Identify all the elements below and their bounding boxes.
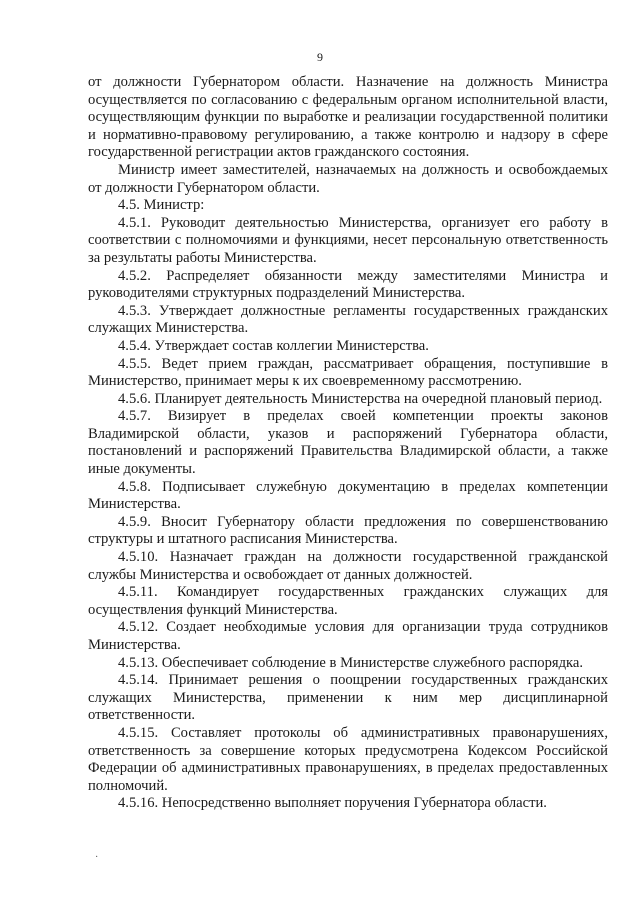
paragraph: 4.5. Министр: — [118, 197, 205, 214]
paragraph: 4.5.13. Обеспечивает соблюдение в Министерстве служебного распорядка. — [118, 654, 584, 671]
paragraph: от должности Губернатором области. Назначение на должность Министра осуществляется по согласованию с федеральным органом исполнительной власти, осуществляющим функции по выработке и реализации государственной политики и нормативно-правовому регулированию, а также контролю и надзору в сфере государственной регистрации актов гражданского состояния. — [88, 74, 608, 161]
paragraph: 4.5.3. Утверждает должностные регламенты государственных гражданских служащих Министерства. — [88, 302, 608, 337]
scan-speck: · — [95, 852, 99, 863]
page-number: 9 — [317, 50, 323, 64]
paragraph: 4.5.2. Распределяет обязанности между заместителями Министра и руководителями структурных подразделений Министерства. — [88, 267, 608, 302]
paragraph: 4.5.1. Руководит деятельностью Министерства, организует его работу в соответствии с полномочиями и функциями, несет персональную ответственность за результаты работы Министерства. — [88, 214, 608, 266]
paragraph: 4.5.12. Создает необходимые условия для организации труда сотрудников Министерства. — [88, 619, 608, 653]
paragraph: Министр имеет заместителей, назначаемых на должность и освобождаемых от должности Губернатором области. — [88, 161, 608, 196]
paragraph: 4.5.7. Визирует в пределах своей компетенции проекты законов Владимирской области, указов и распоряжений Губернатора области, постановлений и распоряжений Правительства Владимирской области, а также иные документы. — [88, 408, 608, 478]
paragraph: 4.5.6. Планирует деятельность Министерства на очередной плановый период. — [118, 390, 603, 407]
paragraph: 4.5.4. Утверждает состав коллегии Министерства. — [118, 337, 429, 354]
paragraph: 4.5.14. Принимает решения о поощрении государственных гражданских служащих Министерства, применении к ним мер дисциплинарной ответственности. — [88, 672, 608, 724]
paragraph: 4.5.16. Непосредственно выполняет поручения Губернатора области. — [118, 795, 547, 812]
paragraph: 4.5.10. Назначает граждан на должности государственной гражданской службы Министерства и освобождает от данных должностей. — [88, 549, 608, 583]
document-body — [88, 74, 608, 813]
paragraph: 4.5.8. Подписывает служебную документацию в пределах компетенции Министерства. — [88, 478, 608, 513]
paragraph: 4.5.5. Ведет прием граждан, рассматривает обращения, поступившие в Министерство, принимает меры к их своевременному рассмотрению. — [88, 355, 608, 390]
paragraph: 4.5.11. Командирует государственных гражданских служащих для осуществления функций Министерства. — [88, 584, 608, 618]
paragraph: 4.5.15. Составляет протоколы об административных правонарушениях, ответственность за совершение которых предусмотрена Кодексом Российской Федерации об административных правонарушениях, в пределах предоставленных полномочий. — [88, 724, 608, 794]
paragraph: 4.5.9. Вносит Губернатору области предложения по совершенствованию структуры и штатного расписания Министерства. — [88, 513, 608, 548]
